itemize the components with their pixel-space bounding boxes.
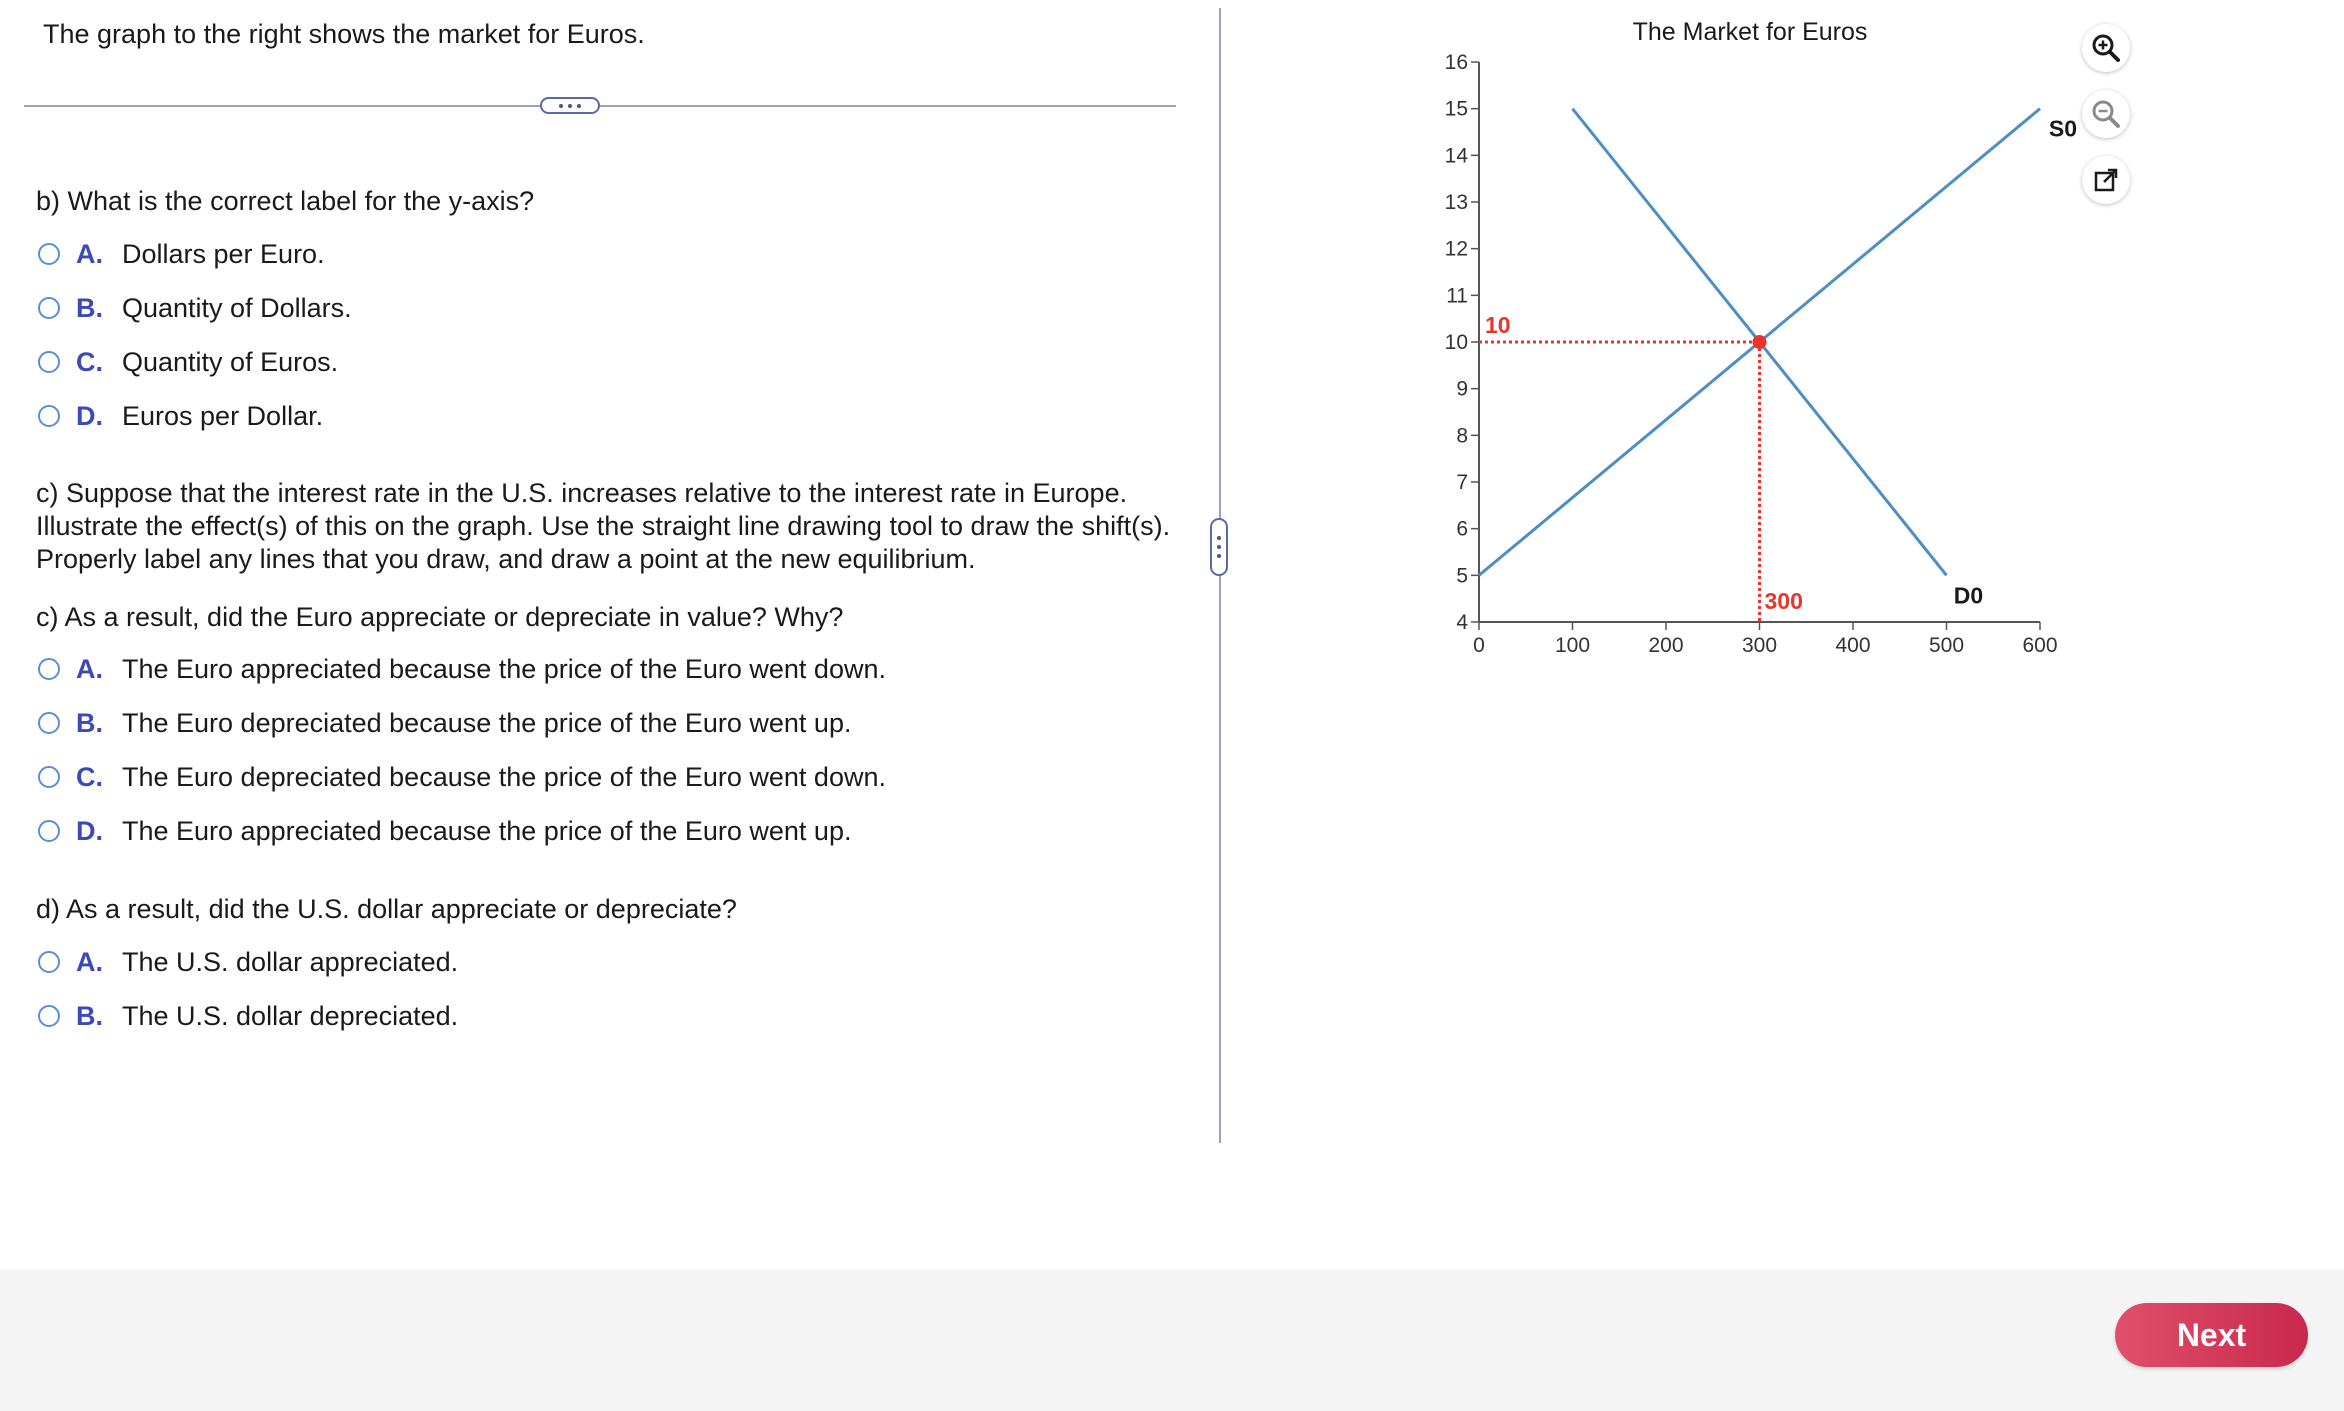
footer-bar — [0, 1270, 2344, 1411]
x-tick-label: 0 — [1473, 634, 1485, 657]
part-b-prompt: b) What is the correct label for the y-axis? — [36, 186, 535, 216]
y-tick-label: 9 — [1456, 377, 1468, 401]
equilibrium-quantity-label: 300 — [1764, 588, 1803, 614]
equilibrium-marks — [1485, 312, 1803, 614]
popout-icon[interactable] — [2082, 156, 2130, 204]
x-tick-label: 600 — [2022, 634, 2058, 657]
x-tick-label: 100 — [1554, 634, 1591, 657]
option-text: The Euro appreciated because the price of the Euro went down. — [122, 653, 886, 684]
y-tick-label: 15 — [1444, 97, 1468, 121]
y-tick-label: 12 — [1444, 237, 1468, 261]
y-tick-label: 7 — [1456, 471, 1468, 494]
x-tick-label: 500 — [1928, 634, 1965, 657]
option-letter: C. — [76, 761, 103, 792]
zoom-in-icon[interactable] — [2082, 24, 2130, 72]
option-letter: B. — [76, 292, 103, 323]
intro-text: The graph to the right shows the market for Euros. — [43, 19, 645, 49]
chart-axes — [1445, 51, 2058, 657]
option-text: The U.S. dollar appreciated. — [122, 946, 459, 977]
option-text: Euros per Dollar. — [122, 400, 324, 431]
y-tick-label: 16 — [1444, 51, 1468, 74]
y-tick-label: 13 — [1444, 191, 1468, 214]
part-c-prompt: c) As a result, did the Euro appreciate or depreciate in value? Why? — [36, 602, 844, 632]
option-letter: A. — [76, 653, 103, 684]
x-tick-label: 300 — [1741, 634, 1778, 657]
x-tick-label: 200 — [1648, 634, 1684, 657]
option-text: The U.S. dollar depreciated. — [122, 1000, 459, 1031]
y-tick-label: 11 — [1446, 284, 1468, 308]
y-tick-label: 4 — [1456, 611, 1468, 634]
option-letter: B. — [76, 707, 103, 738]
next-button[interactable]: Next — [2115, 1303, 2308, 1367]
zoom-out-icon[interactable] — [2082, 90, 2130, 138]
option-text: The Euro appreciated because the price of the Euro went up. — [122, 815, 852, 846]
option-text: The Euro depreciated because the price of the Euro went up. — [122, 707, 852, 738]
series-label-d0: D0 — [1953, 582, 1984, 609]
instruction-line: Properly label any lines that you draw, and draw a point at the new equilibrium. — [36, 544, 976, 574]
y-tick-label: 14 — [1444, 144, 1468, 168]
y-tick-label: 10 — [1444, 331, 1468, 354]
option-text: Dollars per Euro. — [122, 238, 325, 269]
option-text: Quantity of Euros. — [122, 346, 339, 377]
chart-series — [1479, 109, 2077, 609]
instruction-line: c) Suppose that the interest rate in the U.S. increases relative to the interest rate in Europe. — [36, 478, 1128, 508]
series-label-s0: S0 — [2048, 115, 2078, 142]
y-tick-label: 8 — [1456, 424, 1468, 448]
option-letter: B. — [76, 1000, 103, 1031]
option-letter: A. — [76, 238, 103, 269]
y-tick-label: 6 — [1456, 517, 1468, 541]
equilibrium-price-label: 10 — [1485, 312, 1511, 338]
option-text: The Euro depreciated because the price of the Euro went down. — [122, 761, 886, 792]
equilibrium-guides — [1479, 342, 1760, 622]
option-letter: D. — [76, 815, 103, 846]
part-d-prompt: d) As a result, did the U.S. dollar appreciate or depreciate? — [36, 894, 737, 924]
option-letter: C. — [76, 346, 103, 377]
x-tick-label: 400 — [1835, 634, 1871, 657]
chart-title: The Market for Euros — [1632, 18, 1868, 46]
option-text: Quantity of Dollars. — [122, 292, 352, 323]
option-letter: D. — [76, 400, 103, 431]
y-tick-label: 5 — [1456, 564, 1468, 588]
equilibrium-point — [1753, 335, 1767, 349]
instruction-line: Illustrate the effect(s) of this on the graph. Use the straight line drawing tool to draw the shift(s). — [36, 511, 1171, 541]
option-letter: A. — [76, 946, 103, 977]
